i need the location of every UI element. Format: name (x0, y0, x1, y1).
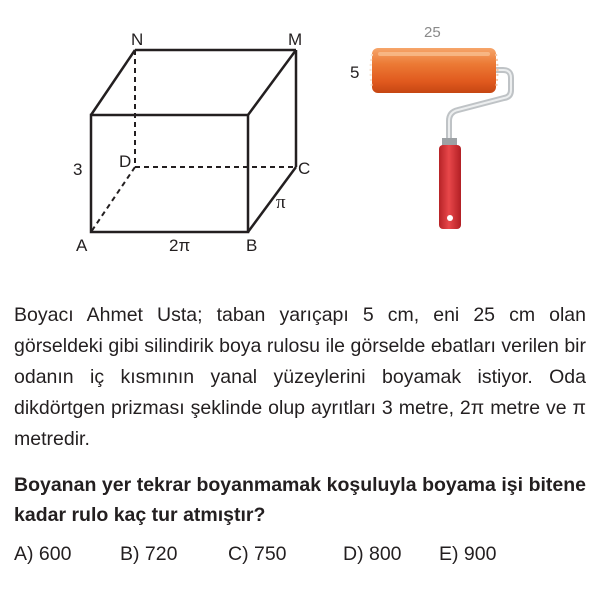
prism-and-roller-figure (0, 0, 603, 290)
edge-label-width: 2π (169, 236, 191, 255)
option-b[interactable]: B) 720 (120, 543, 178, 565)
edge-BC (248, 167, 296, 232)
problem-question: Boyanan yer tekrar boyanmamak koşuluyla boyama işi bitene kadar rulo kaç tur atmıştır? (14, 474, 586, 526)
option-e[interactable]: E) 900 (439, 543, 497, 565)
front-face (91, 115, 248, 232)
edge-label-depth: π (276, 192, 286, 213)
option-a[interactable]: A) 600 (14, 543, 72, 565)
handle-ferrule (442, 138, 457, 146)
roller-length-label: 25 (424, 24, 441, 41)
option-c[interactable]: C) 750 (228, 543, 287, 565)
answer-options (14, 543, 594, 571)
edge-top-right (248, 50, 296, 115)
vertex-label-C: C (298, 159, 311, 178)
figure-area (0, 0, 603, 290)
vertex-label-A: A (76, 236, 88, 255)
vertex-label-N: N (131, 30, 144, 49)
hidden-edge-DA (91, 167, 135, 232)
edge-top-left (91, 50, 135, 115)
paint-roller (350, 24, 511, 229)
vertex-label-D: D (119, 152, 132, 171)
roller-radius-label: 5 (350, 63, 360, 82)
vertex-label-B: B (246, 236, 258, 255)
problem-stem: Boyacı Ahmet Usta; taban yarıçapı 5 cm, eni 25 cm olan görseldeki gibi silindirik boya rulosu ile görselde ebatları verilen bir odanın iç kısmının yanal yüzeylerini boyamak istiyor. Oda dikdörtgen prizması şeklinde olup ayrıtları 3 metre, 2π metre ve π metredir. (14, 304, 586, 450)
handle-hole (447, 215, 453, 221)
rectangular-prism (73, 30, 310, 255)
edge-label-height: 3 (73, 160, 83, 179)
option-d[interactable]: D) 800 (343, 543, 402, 565)
vertex-label-M: M (288, 30, 303, 49)
